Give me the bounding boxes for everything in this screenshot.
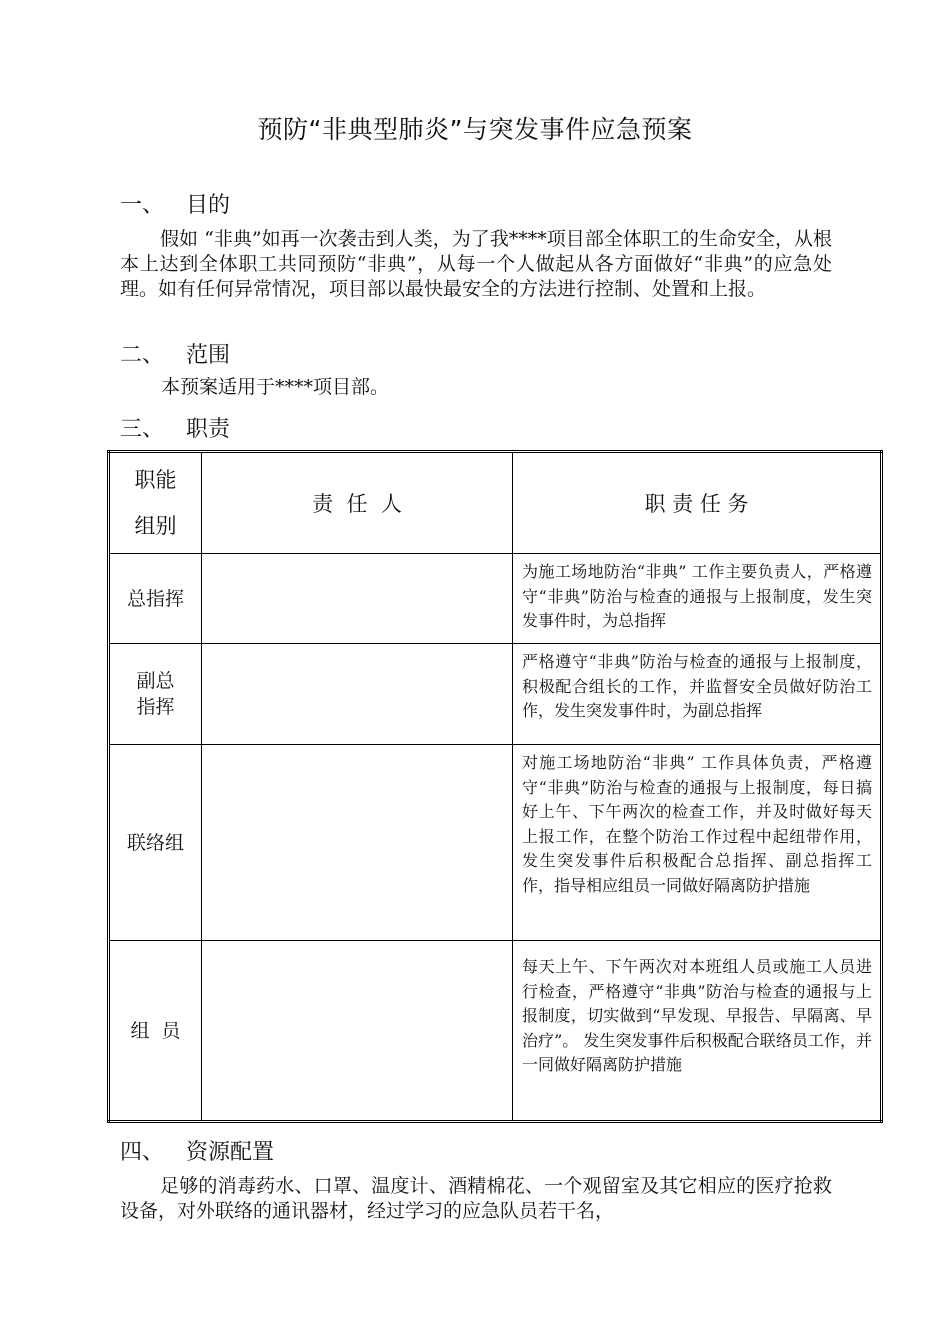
row-group: 组 员	[109, 941, 202, 1122]
row-person	[202, 644, 513, 745]
section-title: 职责	[186, 417, 231, 442]
section-title: 资源配置	[186, 1140, 275, 1165]
section-heading-purpose	[120, 188, 230, 219]
section-number: 三、	[120, 417, 165, 442]
row-person	[202, 554, 513, 644]
section-title: 目的	[186, 193, 231, 218]
header-group-line2: 组别	[134, 514, 177, 538]
table-row	[109, 941, 882, 1122]
row-duty-text: 对施工场地防治“非典” 工作具体负责，严格遵守“非典”防治与检查的通报与上报制度，每日搞好上午、下午两次的检查工作，并及时做好每天上报工作，在整个防治工作过程中起纽带作用，发生突发事件后积极配合总指挥、副总指挥工作，指导相应组员一同做好隔离防护措施	[522, 753, 872, 895]
section-number: 一、	[120, 193, 165, 218]
row-group-line2: 指挥	[136, 696, 175, 718]
table-row	[109, 554, 882, 644]
header-duty-label: 职 责 任 务	[644, 492, 749, 516]
row-person	[202, 745, 513, 941]
row-duty-text: 严格遵守“非典”防治与检查的通报与上报制度，积极配合组长的工作，并监督安全员做好防治工作，发生突发事件时，为副总指挥	[522, 652, 872, 720]
duties-table	[107, 450, 883, 1123]
row-duty	[513, 941, 882, 1122]
section-heading-duties	[120, 412, 230, 443]
row-group-line1: 副总	[136, 670, 175, 692]
section-number: 二、	[120, 343, 165, 368]
table-row	[109, 745, 882, 941]
row-group	[109, 644, 202, 745]
document-title: 预防“非典型肺炎”与突发事件应急预案	[257, 115, 693, 144]
header-duty	[513, 452, 882, 554]
section-number: 四、	[120, 1140, 165, 1165]
row-duty-text: 每天上午、下午两次对本班组人员或施工人员进行检查，严格遵守“非典”防治与检查的通报与上报制度，切实做到“早发现、早报告、早隔离、早治疗”。 发生突发事件后积极配合联络员工作，并一同做好隔离防护措施	[522, 957, 872, 1074]
row-person	[202, 941, 513, 1122]
resources-paragraph: 足够的消毒药水、口罩、温度计、酒精棉花、一个观留室及其它相应的医疗抢救设备，对外联络的通讯器材，经过学习的应急队员若干名，	[120, 1175, 832, 1222]
purpose-paragraph: 假如 “非典”如再一次袭击到人类，为了我****项目部全体职工的生命安全，从根本上达到全体职工共同预防“非典”，从每一个人做起从各方面做好“非典”的应急处理。如有任何异常情况，项目部以最快最安全的方法进行控制、处置和上报。	[120, 228, 832, 300]
table-header-row	[109, 452, 882, 554]
header-person-label: 责 任 人	[312, 492, 402, 516]
header-person	[202, 452, 513, 554]
table-row	[109, 644, 882, 745]
section-title: 范围	[186, 343, 231, 368]
header-group	[109, 452, 202, 554]
row-duty	[513, 554, 882, 644]
section-heading-scope	[120, 338, 230, 369]
scope-paragraph: 本预案适用于****项目部。	[161, 376, 390, 398]
section-heading-resources	[120, 1135, 274, 1166]
row-group: 联络组	[109, 745, 202, 941]
row-duty-text: 为施工场地防治“非典” 工作主要负责人，严格遵守“非典”防治与检查的通报与上报制度，发生突发事件时，为总指挥	[522, 562, 872, 630]
row-duty	[513, 745, 882, 941]
header-group-line1: 职能	[134, 468, 177, 492]
row-group: 总指挥	[109, 554, 202, 644]
row-duty	[513, 644, 882, 745]
